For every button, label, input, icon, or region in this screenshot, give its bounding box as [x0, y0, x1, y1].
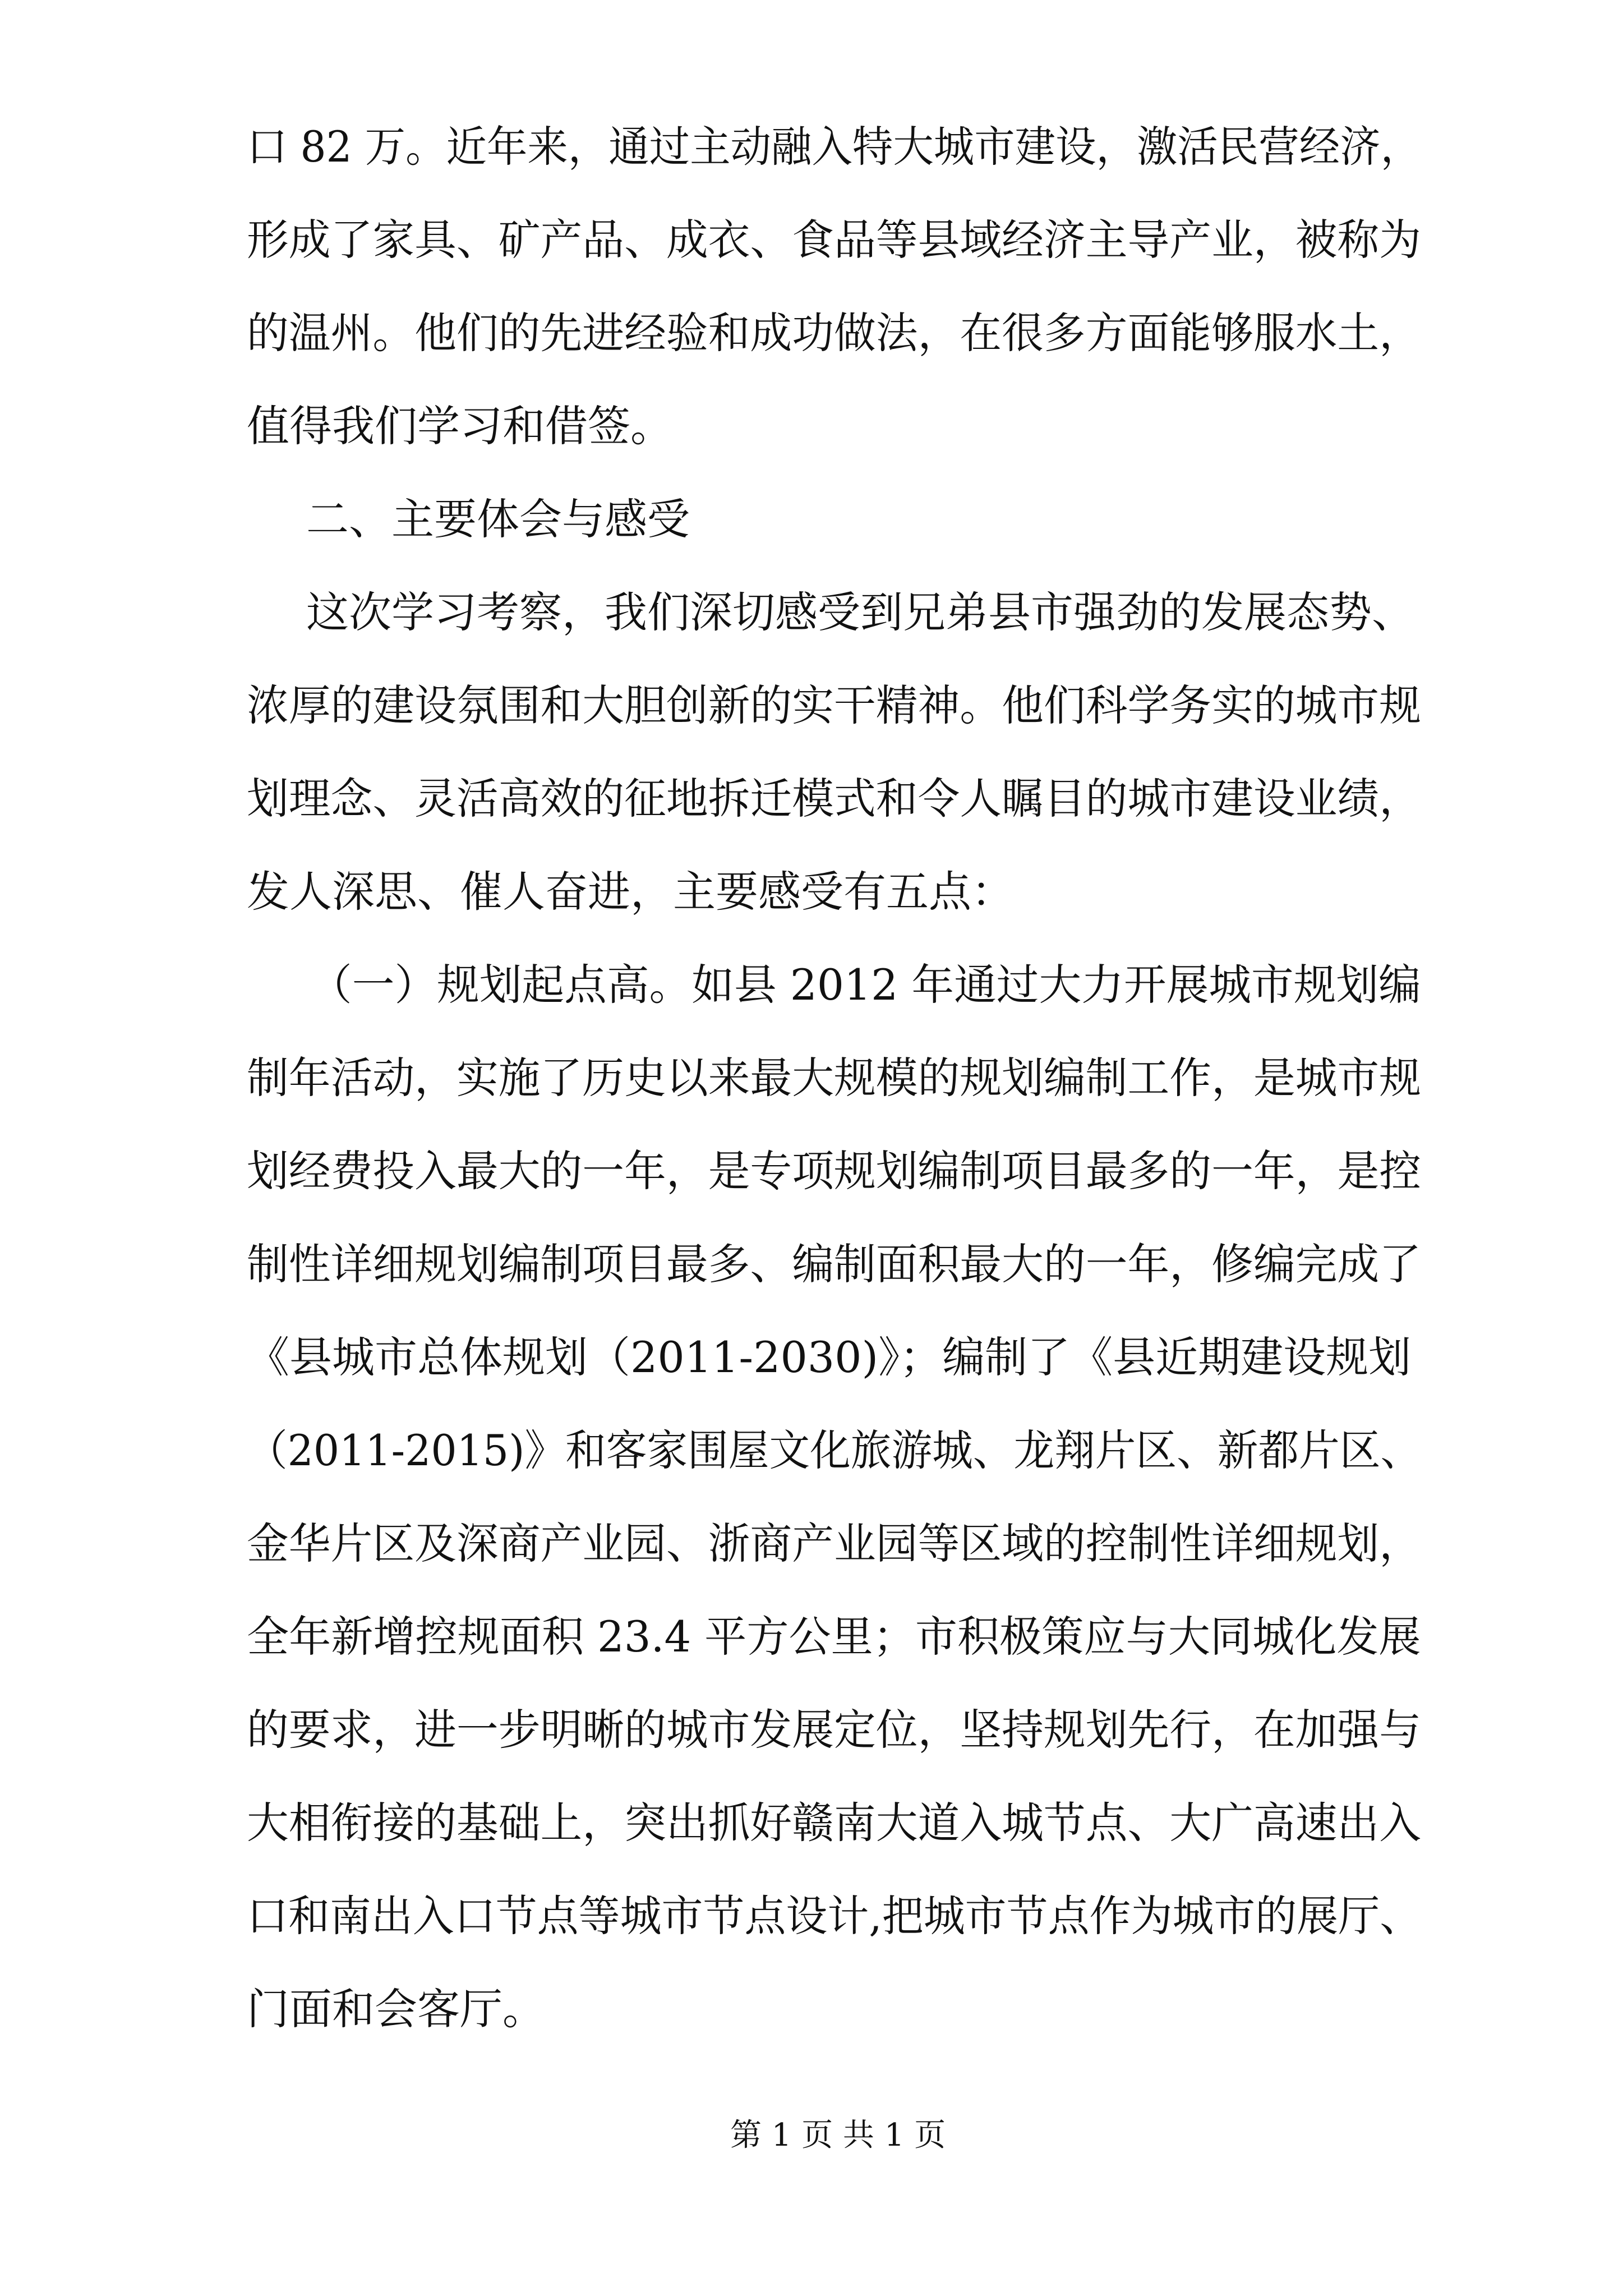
body-line-11: [0, 1050, 1623, 1129]
line-text-20: 口和南出入口节点等城市节点设计,把城市节点作为城市的展厅、: [247, 1891, 1422, 1941]
line-text-4: 值得我们学习和借签。: [247, 401, 673, 451]
body-line-2: [0, 212, 1623, 291]
subsection-heading-line: [0, 957, 1623, 1036]
body-line-18: [0, 1702, 1623, 1780]
body-line-12: [0, 1143, 1623, 1222]
line-text-8: 划理念、灵活高效的征地拆迁模式和令人瞩目的城市建设业绩，: [247, 774, 1421, 823]
body-line-3: [0, 305, 1623, 384]
line-text-21: 门面和会客厅。: [247, 1984, 545, 2034]
line-text-16: 金华片区及深商产业园、浙商产业园等区域的控制性详细规划，: [247, 1519, 1421, 1568]
body-line-20: [0, 1888, 1623, 1967]
body-line-7: [0, 678, 1623, 756]
body-line-21: [0, 1981, 1623, 2060]
body-line-6: [0, 585, 1623, 663]
section-heading-text: 二、主要体会与感受: [306, 494, 690, 544]
body-line-8: [0, 771, 1623, 849]
line-text-18: 的要求，进一步明晰的城市发展定位，坚持规划先行，在加强与: [247, 1705, 1421, 1755]
body-line-4: [0, 398, 1623, 477]
line-text-14: 《县城市总体规划（2011-2030)》；编制了《县近期建设规划: [247, 1332, 1412, 1382]
body-line-15: [0, 1423, 1623, 1501]
line-text-10: （一）规划起点高。如县 2012 年通过大力开展城市规划编: [310, 960, 1421, 1010]
body-line-17: [0, 1609, 1623, 1687]
line-text-17: 全年新增控规面积 23.4 平方公里；市积极策应与大同城化发展: [247, 1612, 1421, 1662]
line-text-19: 大相衔接的基础上，突出抓好赣南大道入城节点、大广高速出入: [247, 1798, 1421, 1848]
line-text-15: （2011-2015)》和客家围屋文化旅游城、龙翔片区、新都片区、: [247, 1425, 1422, 1475]
line-text-9: 发人深思、催人奋进，主要感受有五点：: [247, 867, 1014, 917]
body-line-16: [0, 1516, 1623, 1594]
line-text-2: 形成了家具、矿产品、成衣、食品等县域经济主导产业，被称为: [247, 215, 1421, 265]
line-text-12: 划经费投入最大的一年，是专项规划编制项目最多的一年，是控: [247, 1146, 1421, 1196]
section-heading: [0, 491, 1623, 570]
body-line-14: [0, 1329, 1623, 1408]
body-line-1: [0, 119, 1623, 197]
body-line-13: [0, 1236, 1623, 1315]
line-text-1: 口 82 万。近年来，通过主动融入特大城市建设，激活民营经济，: [247, 122, 1422, 172]
line-text-3: 的温州。他们的先进经验和成功做法，在很多方面能够服水土，: [247, 308, 1421, 358]
line-text-13: 制性详细规划编制项目最多、编制面积最大的一年，修编完成了: [247, 1239, 1421, 1289]
line-text-11: 制年活动，实施了历史以来最大规模的规划编制工作，是城市规: [247, 1053, 1421, 1103]
line-text-7: 浓厚的建设氛围和大胆创新的实干精神。他们科学务实的城市规: [247, 680, 1421, 730]
body-line-19: [0, 1795, 1623, 1874]
page-footer: 第 1 页 共 1 页: [730, 2117, 946, 2154]
line-text-6: 这次学习考察，我们深切感受到兄弟县市强劲的发展态势、: [306, 587, 1414, 637]
body-line-9: [0, 864, 1623, 942]
